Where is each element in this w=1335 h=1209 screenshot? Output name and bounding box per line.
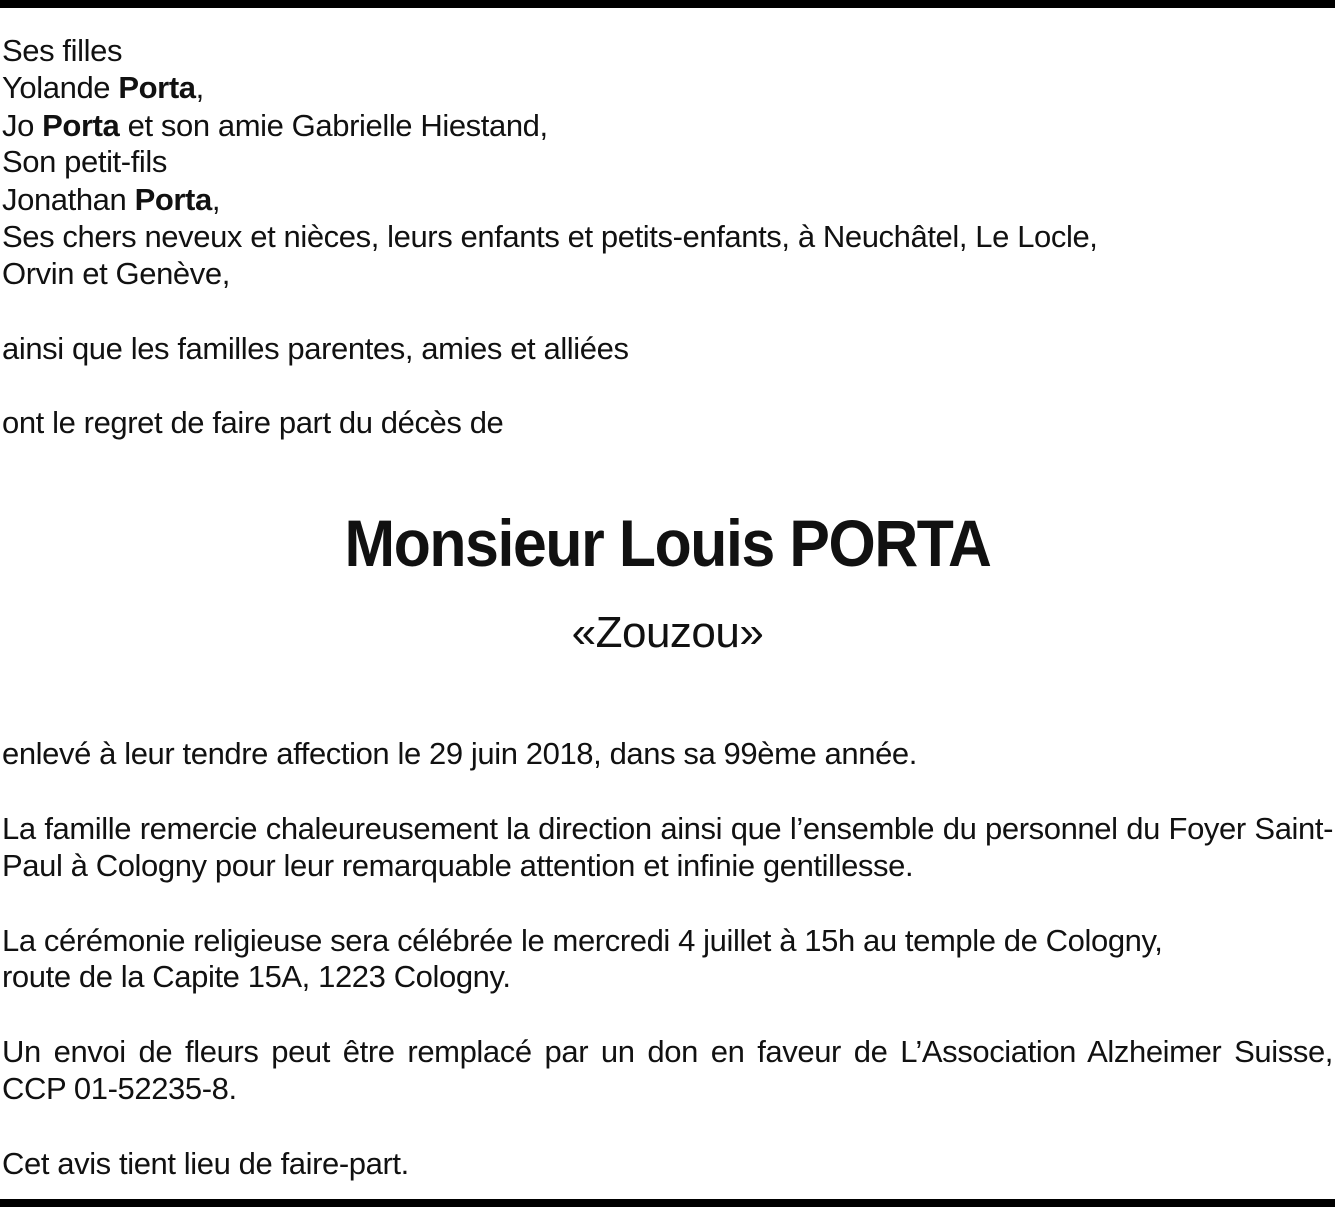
family-line-nephews: Ses chers neveux et nièces, leurs enfants et petits-enfants, à Neuchâtel, Le Locle, [2, 219, 1098, 254]
deceased-name: Monsieur Louis PORTA [344, 506, 991, 580]
top-rule [0, 0, 1335, 8]
regret-line: ont le regret de faire part du décès de [2, 405, 504, 440]
companion-text: et son amie Gabrielle Hiestand, [119, 108, 548, 143]
surname: Porta [42, 108, 120, 143]
family-line-yolande [2, 69, 204, 106]
punctuation: , [195, 70, 204, 105]
donation-paragraph: Un envoi de fleurs peut être remplacé par un don en faveur de L’Association Alzheimer Suisse, CCP 01-52235-8. [2, 1034, 1333, 1106]
given-name: Jo [2, 108, 43, 143]
surname: Porta [118, 70, 196, 105]
given-name: Jonathan [2, 182, 135, 217]
ceremony-line-2: route de la Capite 15A, 1223 Cologny. [2, 959, 511, 994]
given-name: Yolande [2, 70, 119, 105]
family-line-daughters: Ses filles [2, 33, 123, 68]
bottom-rule [0, 1199, 1335, 1207]
family-line-jonathan [2, 181, 220, 218]
family-line-jo [2, 107, 548, 144]
families-line: ainsi que les familles parentes, amies et alliées [2, 331, 629, 366]
closing-line: Cet avis tient lieu de faire-part. [2, 1146, 409, 1181]
family-line-places: Orvin et Genève, [2, 256, 230, 291]
thanks-paragraph: La famille remercie chaleureusement la direction ainsi que l’ensemble du personnel du Foyer Saint-Paul à Cologny pour leur remarquable attention et infinie gentillesse. [2, 811, 1333, 883]
ceremony-line-1: La cérémonie religieuse sera célébrée le mercredi 4 juillet à 15h au temple de Cologny, [2, 923, 1163, 958]
punctuation: , [211, 182, 221, 217]
deceased-nickname: «Zouzou» [571, 608, 764, 657]
family-line-grandson: Son petit-fils [2, 144, 167, 179]
surname: Porta [134, 182, 212, 217]
death-announcement: enlevé à leur tendre affection le 29 juin 2018, dans sa 99ème année. [2, 736, 917, 771]
